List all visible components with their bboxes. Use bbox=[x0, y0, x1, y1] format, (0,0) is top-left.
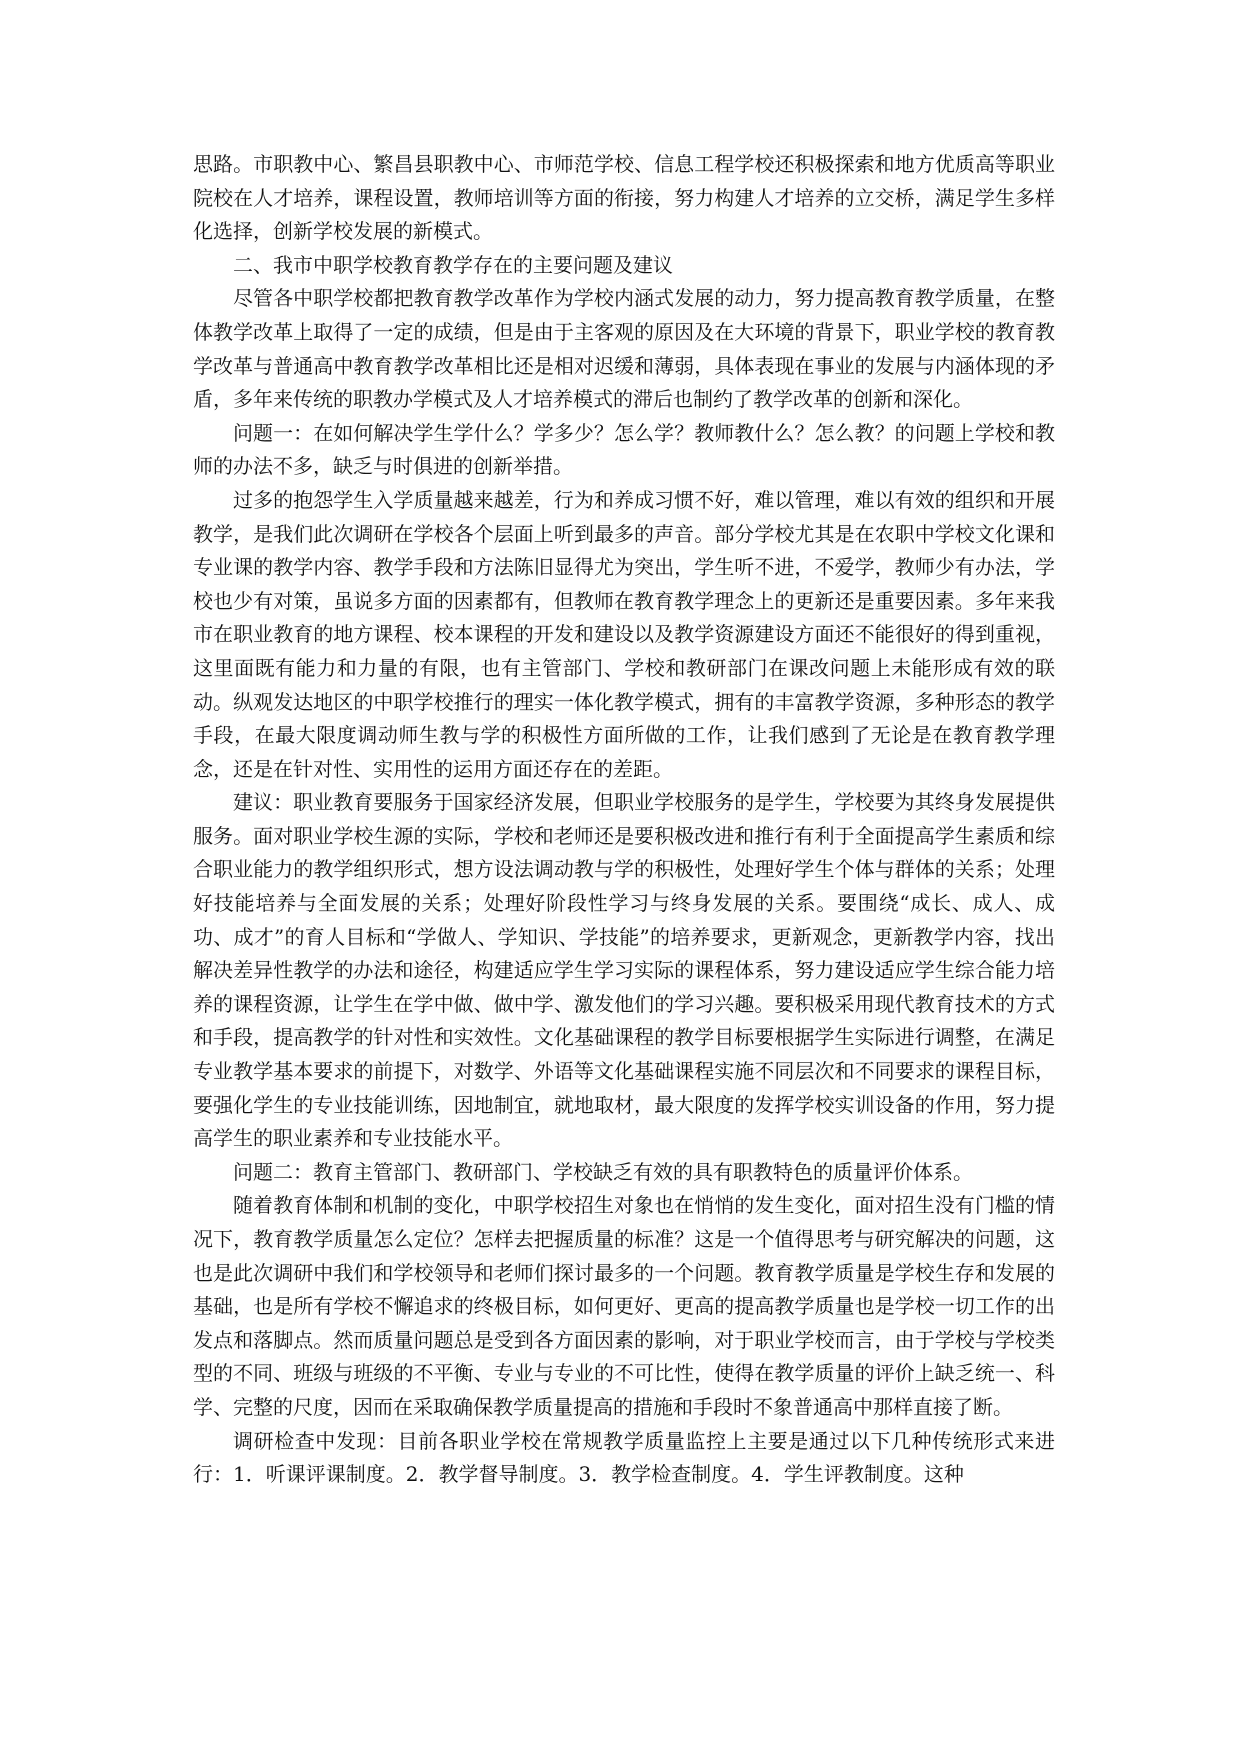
paragraph-intro: 尽管各中职学校都把教育教学改革作为学校内涵式发展的动力，努力提高教育教学质量，在整体教学改革上取得了一定的成绩，但是由于主客观的原因及在大环境的背景下，职业学校的教育教学改革与普通高中教育教学改革相比还是相对迟缓和薄弱，具体表现在事业的发展与内涵体现的矛盾，多年来传统的职教办学模式及人才培养模式的滞后也制约了教学改革的创新和深化。 bbox=[193, 286, 1055, 412]
section-heading: 二、我市中职学校教育教学存在的主要问题及建议 bbox=[233, 252, 673, 277]
problem-one: 问题一：在如何解决学生学什么？学多少？怎么学？教师教什么？怎么教？的问题上学校和教师的办法不多，缺乏与时俱进的创新举措。 bbox=[193, 420, 1055, 479]
paragraph-problem-two-detail: 随着教育体制和机制的变化，中职学校招生对象也在悄悄的发生变化，面对招生没有门槛的情况下，教育教学质量怎么定位？怎样去把握质量的标准？这是一个值得思考与研究解决的问题，这也是此次调研中我们和学校领导和老师们探讨最多的一个问题。教育教学质量是学校生存和发展的基础，也是所有学校不懈追求的终极目标，如何更好、更高的提高教学质量也是学校一切工作的出发点和落脚点。然而质量问题总是受到各方面因素的影响，对于职业学校而言，由于学校与学校类型的不同、班级与班级的不平衡、专业与专业的不可比性，使得在教学质量的评价上缺乏统一、科学、完整的尺度，因而在采取确保教学质量提高的措施和手段时不象普通高中那样直接了断。 bbox=[193, 1193, 1055, 1419]
document-page bbox=[193, 148, 1055, 1492]
paragraph-problem-one-detail: 过多的抱怨学生入学质量越来越差，行为和养成习惯不好，难以管理，难以有效的组织和开展教学，是我们此次调研在学校各个层面上听到最多的声音。部分学校尤其是在农职中学校文化课和专业课的教学内容、教学手段和方法陈旧显得尤为突出，学生听不进，不爱学，教师少有办法，学校也少有对策，虽说多方面的因素都有，但教师在教育教学理念上的更新还是重要因素。多年来我市在职业教育的地方课程、校本课程的开发和建设以及教学资源建设方面还不能很好的得到重视，这里面既有能力和力量的有限，也有主管部门、学校和教研部门在课改问题上未能形成有效的联动。纵观发达地区的中职学校推行的理实一体化教学模式，拥有的丰富教学资源，多种形态的教学手段，在最大限度调动师生教与学的积极性方面所做的工作，让我们感到了无论是在教育教学理念，还是在针对性、实用性的运用方面还存在的差距。 bbox=[193, 487, 1055, 781]
paragraph-survey-findings: 调研检查中发现：目前各职业学校在常规教学质量监控上主要是通过以下几种传统形式来进行：1．听课评课制度。2．教学督导制度。3．教学检查制度。4．学生评教制度。这种 bbox=[193, 1428, 1055, 1487]
paragraph-suggestion: 建议：职业教育要服务于国家经济发展，但职业学校服务的是学生，学校要为其终身发展提供服务。面对职业学校生源的实际，学校和老师还是要积极改进和推行有利于全面提高学生素质和综合职业能力的教学组织形式，想方设法调动教与学的积极性，处理好学生个体与群体的关系；处理好技能培养与全面发展的关系；处理好阶段性学习与终身发展的关系。要围绕“成长、成人、成功、成才”的育人目标和“学做人、学知识、学技能”的培养要求，更新观念，更新教学内容，找出解决差异性教学的办法和途径，构建适应学生学习实际的课程体系，努力建设适应学生综合能力培养的课程资源，让学生在学中做、做中学、激发他们的学习兴趣。要积极采用现代教育技术的方式和手段，提高教学的针对性和实效性。文化基础课程的教学目标要根据学生实际进行调整，在满足专业教学基本要求的前提下，对数学、外语等文化基础课程实施不同层次和不同要求的课程目标，要强化学生的专业技能训练，因地制宜，就地取材，最大限度的发挥学校实训设备的作用，努力提高学生的职业素养和专业技能水平。 bbox=[193, 790, 1055, 1151]
problem-two: 问题二：教育主管部门、教研部门、学校缺乏有效的具有职教特色的质量评价体系。 bbox=[233, 1159, 973, 1184]
paragraph-continuation: 思路。市职教中心、繁昌县职教中心、市师范学校、信息工程学校还积极探索和地方优质高等职业院校在人才培养，课程设置，教师培训等方面的衔接，努力构建人才培养的立交桥，满足学生多样化选择，创新学校发展的新模式。 bbox=[193, 152, 1055, 244]
